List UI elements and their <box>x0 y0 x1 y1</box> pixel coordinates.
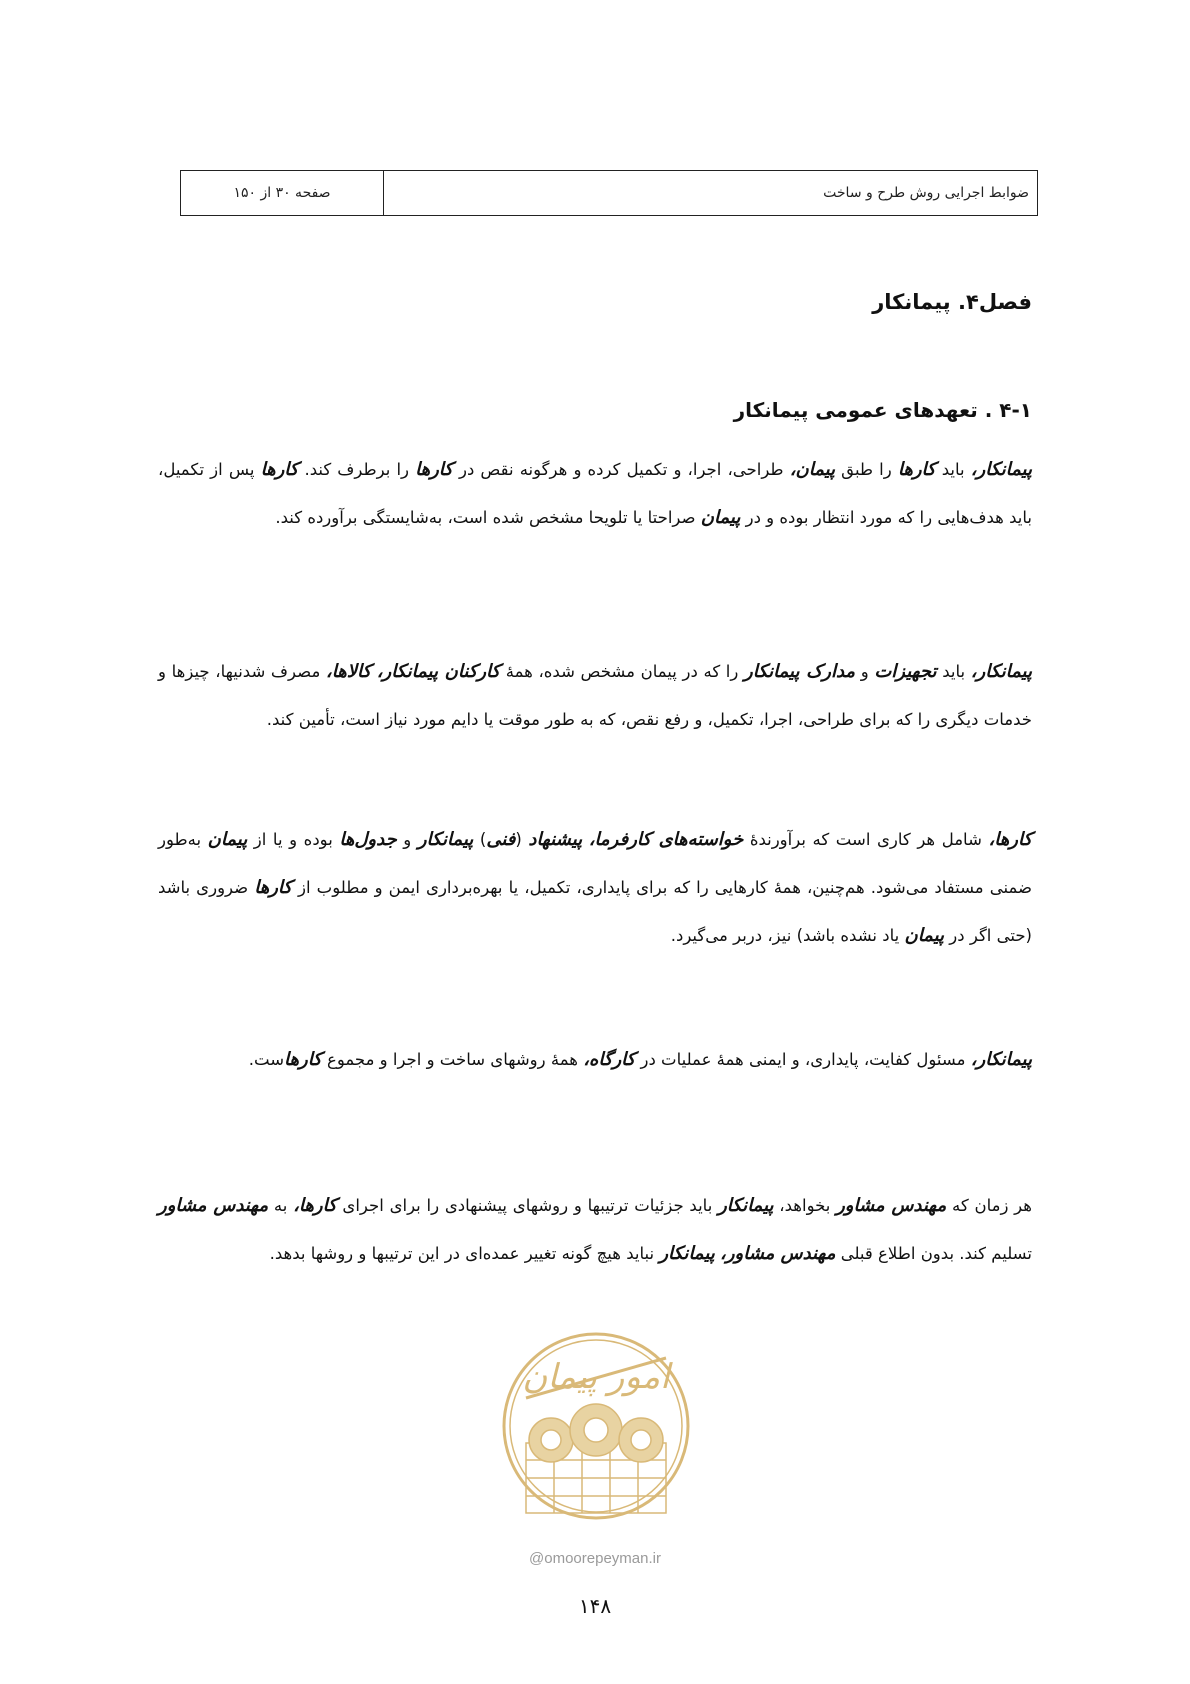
paragraph-text: یاد نشده باشد) نیز، دربر می‌گیرد. <box>670 926 905 945</box>
defined-term: پیمان <box>700 507 741 528</box>
paragraph-text: باید <box>935 460 971 479</box>
paragraph-text: نباید هیچ گونه تغییر عمده‌ای در این ترتیبها و روشها بدهد. <box>269 1244 660 1263</box>
logo-text: امور پیمان <box>522 1357 670 1397</box>
page-number: ۱۴۸ <box>578 1594 612 1618</box>
defined-term: تجهیزات <box>874 661 937 682</box>
defined-term: پیمان <box>904 925 945 946</box>
defined-term: پیمان، <box>789 459 836 480</box>
defined-term: پیمانکار، <box>970 661 1033 682</box>
defined-term: پیشنهاد <box>528 829 583 850</box>
defined-term: کارها <box>415 459 453 480</box>
paragraph-3 <box>158 816 1032 960</box>
paragraph-text: مصرف شدنیها، چیزها و خدمات دیگری را که برای طراحی، اجرا، تکمیل، و رفع نقص، که به طور موقت یا دایم مورد نیاز است، تأمین کند. <box>158 662 1032 729</box>
defined-term: خواسته‌های کارفرما، <box>588 829 744 850</box>
paragraph-text: بوده و یا از <box>247 830 340 849</box>
watermark-logo <box>496 1318 696 1548</box>
defined-term: کارها، <box>988 829 1033 850</box>
paragraph-text: و <box>855 662 875 681</box>
defined-term: کارها <box>260 459 299 480</box>
paragraph-text: طراحی، اجرا، و تکمیل کرده و هرگونه نقص در <box>452 460 790 479</box>
defined-term: کارها، <box>293 1195 337 1216</box>
paragraph-text: ضروری باشد (حتی اگر در <box>158 878 1032 945</box>
paragraph-text: باید جزئیات ترتیبها و روشهای پیشنهادی را برای اجرای <box>336 1196 719 1215</box>
defined-term: فنی <box>486 829 516 850</box>
defined-term: کارها <box>254 877 292 898</box>
paragraph-text: را برطرف کند. <box>298 460 416 479</box>
stamp-caption: @omoorepeyman.ir <box>529 1550 661 1567</box>
header-title: ضوابط اجرایی روش طرح و ساخت <box>383 171 1037 215</box>
paragraph-text: صراحتا یا تلویحا مشخص شده است، به‌شایستگی برآورده کند. <box>275 508 701 527</box>
paragraph-text: هر زمان که <box>946 1196 1032 1215</box>
paragraph-text: همهٔ روشهای ساخت و اجرا و مجموع <box>321 1050 584 1069</box>
paragraph-text: ) <box>473 830 487 849</box>
paragraph-text: به <box>268 1196 294 1215</box>
defined-term: پیمانکار <box>659 1243 715 1264</box>
paragraph-text: را طبق <box>835 460 898 479</box>
paragraph-text: باید <box>936 662 971 681</box>
defined-term: پیمانکار، <box>970 1049 1032 1070</box>
paragraph-text <box>582 830 589 849</box>
defined-term: پیمانکار، <box>970 459 1032 480</box>
defined-term: کارگاه، <box>583 1049 636 1070</box>
paragraph-text: به‌طور ضمنی مستفاد می‌شود. هم‌چنین، همهٔ کارهایی را که برای پایداری، تکمیل، یا بهره‌برداری ایمن و مطلوب از <box>158 830 1032 897</box>
paragraph-text: ست. <box>248 1050 285 1069</box>
page-header <box>180 170 1038 216</box>
paragraph-text: پس از تکمیل، باید هدف‌هایی را که مورد انتظار بوده و در <box>158 460 1032 527</box>
paragraph-text: بخواهد، <box>773 1196 837 1215</box>
defined-term: مهندس مشاور، <box>720 1243 836 1264</box>
defined-term: کارها <box>897 459 936 480</box>
defined-term: کارکنان پیمانکار، <box>376 661 501 682</box>
paragraph-text: را که در پیمان مشخص شده، همهٔ <box>500 662 745 681</box>
paragraph-2 <box>158 648 1032 744</box>
paragraph-1 <box>158 446 1032 542</box>
paragraph-text: شامل هر کاری است که برآورندهٔ <box>743 830 989 849</box>
defined-term: کالاها، <box>325 661 372 682</box>
defined-term: مهندس مشاور <box>158 1195 269 1216</box>
defined-term: کارها <box>284 1049 322 1070</box>
chapter-title: فصل۴. پیمانکار <box>872 290 1032 314</box>
defined-term: پیمانکار <box>417 829 474 850</box>
paragraph-text: مسئول کفایت، پایداری، و ایمنی همهٔ عملیات در <box>635 1050 971 1069</box>
defined-term: جدول‌ها <box>339 829 397 850</box>
paragraph-4 <box>158 1036 1032 1084</box>
defined-term: مهندس مشاور <box>836 1195 947 1216</box>
paragraph-text: و <box>396 830 418 849</box>
paragraph-text: ( <box>515 830 529 849</box>
defined-term: مدارک پیمانکار <box>744 661 856 682</box>
paragraph-text: تسلیم کند. بدون اطلاع قبلی <box>835 1244 1032 1263</box>
defined-term: پیمان <box>207 829 248 850</box>
defined-term: پیمانکار <box>718 1195 774 1216</box>
paragraph-5 <box>158 1182 1032 1278</box>
header-page-ref: صفحه ۳۰ از ۱۵۰ <box>233 185 331 201</box>
section-title: ۴-۱ . تعهدهای عمومی پیمانکار <box>733 398 1032 422</box>
